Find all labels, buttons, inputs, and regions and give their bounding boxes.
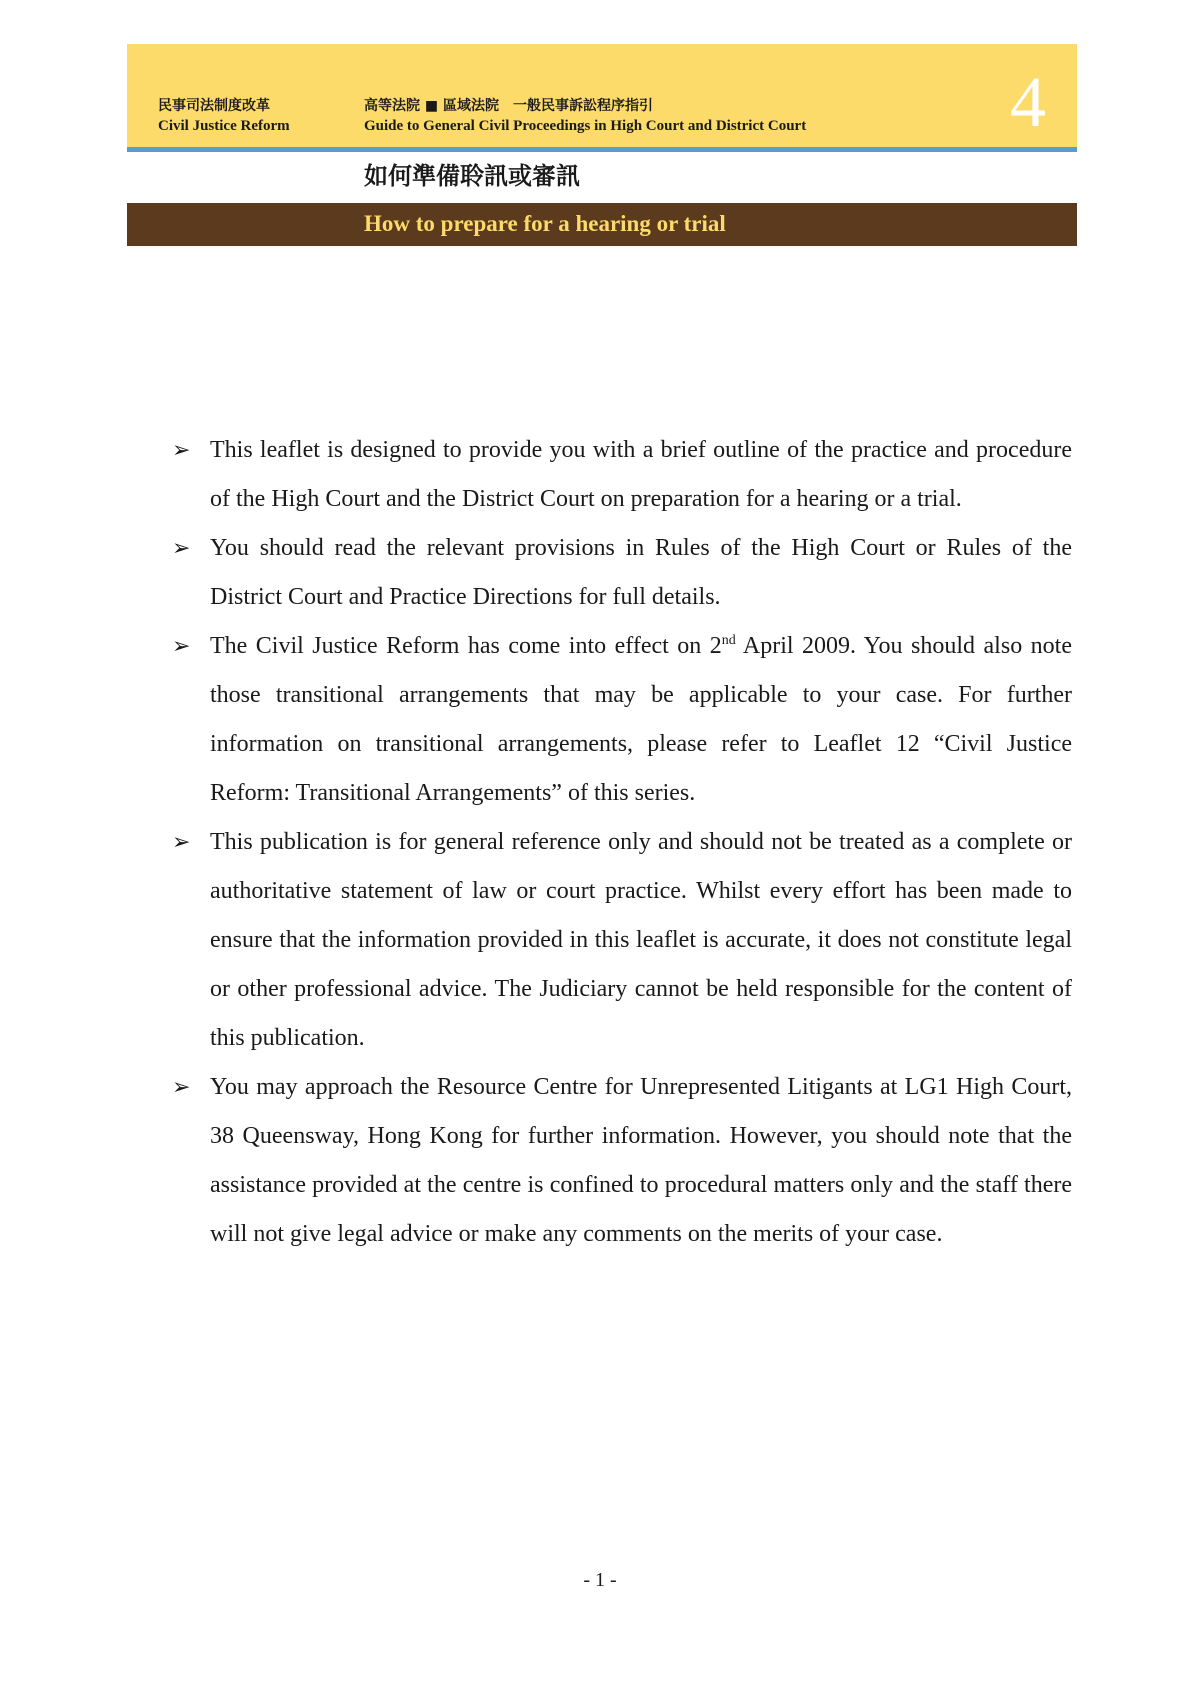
leaflet-number: 4 xyxy=(1010,62,1046,142)
list-item xyxy=(172,622,1072,818)
list-item xyxy=(172,524,1072,622)
arrowhead-bullet-icon: ➢ xyxy=(172,830,191,855)
bullet-text: You should read the relevant provisions in Rules of the High Court or Rules of the District Court and Practice Directions for full details. xyxy=(210,535,1072,610)
page-title-zh: 如何準備聆訊或審訊 xyxy=(364,162,580,190)
page-title-en: How to prepare for a hearing or trial xyxy=(364,211,726,236)
guide-title-zh: 高等法院 ■ 區域法院 一般民事訴訟程序指引 xyxy=(364,98,653,114)
bullet-text xyxy=(210,633,1072,806)
bullet-text-start: The Civil Justice Reform has come into effect on 2 xyxy=(210,633,722,659)
bullet-text: This leaflet is designed to provide you with a brief outline of the practice and procedure of the High Court and the District Court on preparation for a hearing or a trial. xyxy=(210,437,1072,512)
header-rule xyxy=(127,147,1077,152)
arrowhead-bullet-icon: ➢ xyxy=(172,1075,191,1100)
bullet-list xyxy=(172,426,1072,1259)
arrowhead-bullet-icon: ➢ xyxy=(172,438,191,463)
page-number: - 1 - xyxy=(583,1569,617,1591)
arrowhead-bullet-icon: ➢ xyxy=(172,634,191,659)
list-item xyxy=(172,818,1072,1063)
bullet-text: This publication is for general reference only and should not be treated as a complete or authoritative statement of law or court practice. Whilst every effort has been made to ensure that the information provided in this leaflet is accurate, it does not constitute legal or other professional advice. The Judiciary cannot be held responsible for the content of this publication. xyxy=(210,829,1072,1051)
list-item xyxy=(172,1063,1072,1259)
series-title-zh: 民事司法制度改革 xyxy=(158,98,270,114)
list-item xyxy=(172,426,1072,524)
arrowhead-bullet-icon: ➢ xyxy=(172,536,191,561)
bullet-text: You may approach the Resource Centre for Unrepresented Litigants at LG1 High Court, 38 Queensway, Hong Kong for further information. However, you should note that the assistance provided at the centre is confined to procedural matters only and the staff there will not give legal advice or make any comments on the merits of your case. xyxy=(210,1074,1072,1247)
bullet-text-end: April 2009. You should also note those transitional arrangements that may be applicable to your case. For further information on transitional arrangements, please refer to Leaflet 12 “Civil Justice Reform: Transitional Arrangements” of this series. xyxy=(210,633,1072,806)
series-title-en: Civil Justice Reform xyxy=(158,118,290,134)
guide-title-en: Guide to General Civil Proceedings in High Court and District Court xyxy=(364,118,807,134)
ordinal-superscript: nd xyxy=(721,633,736,648)
